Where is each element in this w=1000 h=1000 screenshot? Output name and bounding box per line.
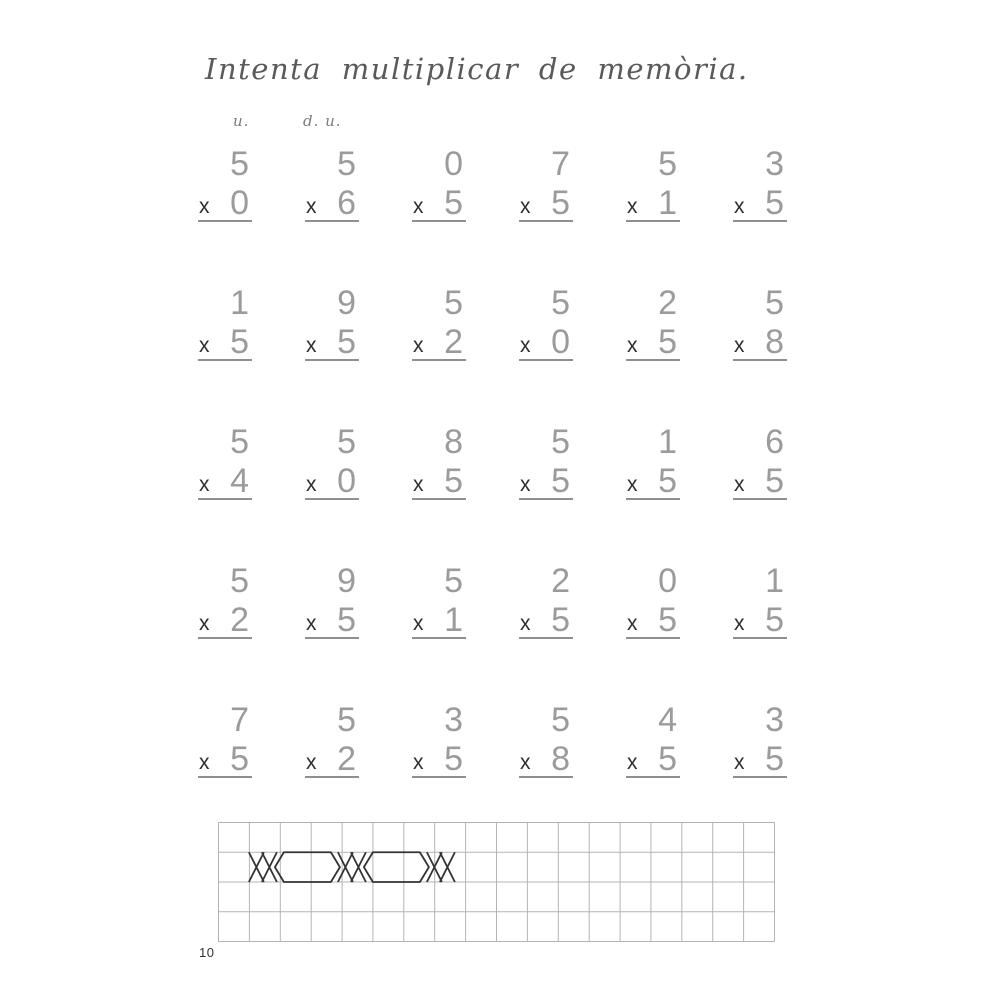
multiply-sign: x (413, 334, 424, 357)
multiplicand: 5 (551, 423, 570, 461)
operator-row (412, 462, 466, 500)
multiplication-problem (733, 424, 787, 506)
multiplier: 5 (551, 184, 570, 222)
multiply-sign: x (520, 334, 531, 357)
operator-row (519, 740, 573, 778)
multiplicand: 5 (444, 562, 463, 600)
multiply-sign: x (199, 334, 210, 357)
operator-row (519, 601, 573, 639)
multiply-sign: x (734, 751, 745, 774)
multiply-sign: x (627, 612, 638, 635)
multiply-sign: x (627, 195, 638, 218)
multiply-sign: x (734, 195, 745, 218)
tens-units-column-label: d. u. (303, 112, 342, 130)
multiplier: 5 (444, 740, 463, 778)
multiplicand: 5 (765, 284, 784, 322)
multiplier: 5 (337, 601, 356, 639)
multiplicand: 6 (765, 423, 784, 461)
multiplicand: 9 (337, 562, 356, 600)
multiplier: 5 (444, 462, 463, 500)
multiply-sign: x (306, 195, 317, 218)
multiplication-problem (412, 424, 466, 506)
multiplier: 5 (551, 601, 570, 639)
multiplication-problem (626, 702, 680, 784)
multiplier: 5 (551, 462, 570, 500)
operator-row (198, 462, 252, 500)
operator-row (626, 462, 680, 500)
multiplication-problem (198, 702, 252, 784)
multiplier: 5 (658, 601, 677, 639)
multiplication-problem (305, 563, 359, 645)
multiplicand: 1 (658, 423, 677, 461)
multiplication-problem (198, 424, 252, 506)
operator-row (305, 740, 359, 778)
multiplier: 4 (230, 462, 249, 500)
multiplicand: 5 (230, 145, 249, 183)
multiplicand: 5 (337, 423, 356, 461)
multiplicand: 1 (765, 562, 784, 600)
multiplier: 0 (337, 462, 356, 500)
multiplier: 0 (551, 323, 570, 361)
multiplication-problem (733, 146, 787, 228)
multiplication-problem (198, 146, 252, 228)
multiplication-problem (412, 146, 466, 228)
multiplicand: 8 (444, 423, 463, 461)
multiply-sign: x (627, 473, 638, 496)
multiplicand: 0 (658, 562, 677, 600)
multiply-sign: x (413, 612, 424, 635)
multiplicand: 3 (765, 145, 784, 183)
operator-row (733, 323, 787, 361)
operator-row (519, 462, 573, 500)
multiplication-problem (626, 285, 680, 367)
multiplicand: 9 (337, 284, 356, 322)
multiply-sign: x (199, 195, 210, 218)
multiplication-problem (733, 563, 787, 645)
multiplication-problem (412, 563, 466, 645)
multiplier: 2 (337, 740, 356, 778)
operator-row (305, 184, 359, 222)
operator-row (412, 601, 466, 639)
multiplicand: 7 (230, 701, 249, 739)
multiplier: 5 (765, 740, 784, 778)
multiplicand: 1 (230, 284, 249, 322)
multiplier: 2 (230, 601, 249, 639)
multiplicand: 3 (444, 701, 463, 739)
multiplier: 5 (444, 184, 463, 222)
operator-row (198, 740, 252, 778)
multiplier: 8 (551, 740, 570, 778)
multiply-sign: x (734, 334, 745, 357)
multiplier: 5 (658, 323, 677, 361)
multiply-sign: x (627, 334, 638, 357)
multiply-sign: x (199, 751, 210, 774)
operator-row (198, 323, 252, 361)
multiplier: 5 (765, 601, 784, 639)
operator-row (305, 323, 359, 361)
multiply-sign: x (520, 195, 531, 218)
multiplier: 5 (230, 323, 249, 361)
tracing-pattern (249, 852, 455, 882)
operator-row (733, 740, 787, 778)
multiplicand: 2 (658, 284, 677, 322)
multiply-sign: x (520, 751, 531, 774)
multiplicand: 5 (337, 145, 356, 183)
multiplication-problem (626, 563, 680, 645)
practice-squared-grid (218, 822, 775, 942)
multiplication-problem (519, 424, 573, 506)
multiplication-problem (198, 563, 252, 645)
multiplier: 5 (765, 462, 784, 500)
multiplicand: 3 (765, 701, 784, 739)
multiply-sign: x (413, 195, 424, 218)
multiplier: 5 (658, 462, 677, 500)
operator-row (733, 601, 787, 639)
multiplication-problem (733, 702, 787, 784)
multiplication-problem (412, 285, 466, 367)
multiplication-problem (519, 146, 573, 228)
multiply-sign: x (306, 473, 317, 496)
multiplicand: 5 (230, 562, 249, 600)
page-number: 10 (199, 945, 215, 960)
operator-row (733, 184, 787, 222)
multiplier: 5 (337, 323, 356, 361)
multiplier: 1 (658, 184, 677, 222)
worksheet-title: Intenta multiplicar de memòria. (205, 52, 749, 86)
multiplicand: 7 (551, 145, 570, 183)
operator-row (626, 740, 680, 778)
multiplication-problem (519, 563, 573, 645)
multiplier: 2 (444, 323, 463, 361)
operator-row (305, 462, 359, 500)
multiply-sign: x (413, 473, 424, 496)
operator-row (519, 184, 573, 222)
multiplication-problem (198, 285, 252, 367)
operator-row (198, 601, 252, 639)
multiply-sign: x (520, 612, 531, 635)
multiplicand: 5 (230, 423, 249, 461)
multiply-sign: x (306, 334, 317, 357)
multiplier: 5 (765, 184, 784, 222)
multiplication-problem (305, 424, 359, 506)
multiplicand: 0 (444, 145, 463, 183)
multiply-sign: x (199, 612, 210, 635)
multiplier: 0 (230, 184, 249, 222)
multiply-sign: x (306, 751, 317, 774)
multiplicand: 5 (551, 701, 570, 739)
multiply-sign: x (520, 473, 531, 496)
operator-row (626, 601, 680, 639)
multiplicand: 5 (551, 284, 570, 322)
multiply-sign: x (199, 473, 210, 496)
operator-row (412, 323, 466, 361)
multiplication-problem (626, 146, 680, 228)
multiply-sign: x (627, 751, 638, 774)
multiplication-problem (305, 285, 359, 367)
multiplicand: 4 (658, 701, 677, 739)
multiplier: 8 (765, 323, 784, 361)
operator-row (519, 323, 573, 361)
multiply-sign: x (413, 751, 424, 774)
multiplier: 5 (658, 740, 677, 778)
multiplication-problem (519, 285, 573, 367)
multiplicand: 5 (658, 145, 677, 183)
multiplicand: 5 (337, 701, 356, 739)
units-column-label: u. (233, 112, 250, 130)
operator-row (305, 601, 359, 639)
multiplication-problem (626, 424, 680, 506)
operator-row (412, 184, 466, 222)
multiply-sign: x (734, 612, 745, 635)
multiplier: 5 (230, 740, 249, 778)
multiplication-problem (305, 146, 359, 228)
operator-row (626, 184, 680, 222)
multiply-sign: x (734, 473, 745, 496)
multiplication-problem (412, 702, 466, 784)
multiplicand: 5 (444, 284, 463, 322)
operator-row (626, 323, 680, 361)
multiplier: 6 (337, 184, 356, 222)
multiplier: 1 (444, 601, 463, 639)
operator-row (412, 740, 466, 778)
operator-row (198, 184, 252, 222)
multiplicand: 2 (551, 562, 570, 600)
operator-row (733, 462, 787, 500)
multiplication-problem (733, 285, 787, 367)
multiply-sign: x (306, 612, 317, 635)
problems-grid (198, 146, 787, 784)
multiplication-problem (305, 702, 359, 784)
multiplication-problem (519, 702, 573, 784)
